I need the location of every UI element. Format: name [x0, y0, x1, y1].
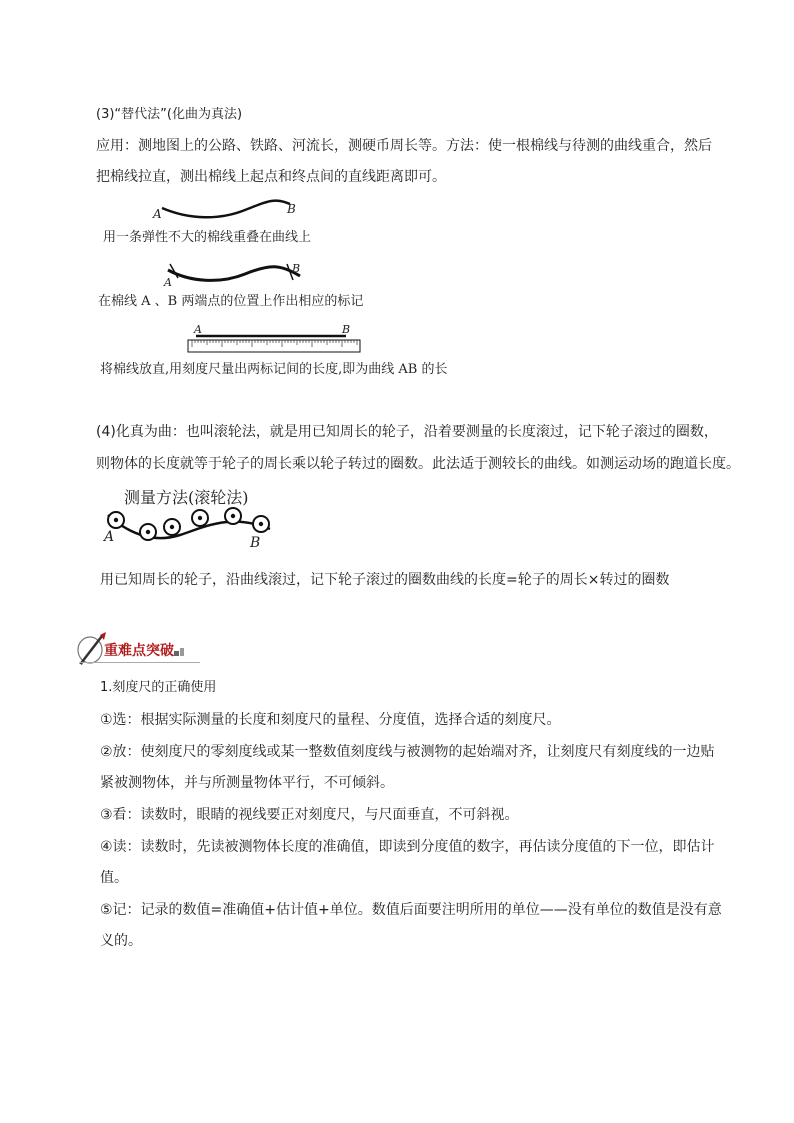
section4-caption: 用已知周长的轮子，沿曲线滚过，记下轮子滚过的圈数曲线的长度=轮子的周长×转过的圈数 [100, 572, 670, 588]
ruler-item-1: ①选：根据实际测量的长度和刻度尺的量程、分度值，选择合适的刻度尺。 [100, 712, 561, 728]
section3-heading: (3)“替代法”(化曲为真法) [96, 107, 243, 122]
wheel-2 [140, 524, 156, 540]
curve-line [162, 201, 290, 218]
wheel-5 [225, 508, 241, 524]
ruler-item-5-line1: ⑤记：记录的数值=准确值+估计值+单位。数值后面要注明所用的单位——没有单位的数值是没有意 [100, 902, 722, 918]
ruler-item-2-line2: 紧被测物体，并与所测量物体平行，不可倾斜。 [100, 775, 394, 791]
fig2-caption: 在棉线 A 、B 两端点的位置上作出相应的标记 [98, 294, 364, 309]
section3-paragraph-line1: 应用：测地图上的公路、铁路、河流长，测硬币周长等。方法：使一根棉线与待测的曲线重合，然后 [96, 138, 712, 154]
ruler-figure [186, 334, 362, 354]
fig2-label-a: A [164, 276, 172, 289]
ruler-section-title: 1.刻度尺的正确使用 [100, 680, 217, 695]
ruler-item-2-line1: ②放：使刻度尺的零刻度线或某一整数值刻度线与被测物的起始端对齐，让刻度尺有刻度线的一边贴 [100, 744, 715, 760]
fig1-label-a: A [153, 207, 162, 221]
curve-figure-1 [150, 198, 310, 228]
fig3-label-b: B [342, 323, 351, 336]
curve-figure-2 [160, 262, 310, 292]
badge-square-decoration-2 [180, 648, 184, 656]
wheel-1 [108, 512, 124, 528]
fig3-caption: 将棉线放直,用刻度尺量出两标记间的长度,即为曲线 AB 的长 [100, 362, 448, 377]
fig2-label-b: B [292, 262, 301, 275]
thread-line [168, 267, 300, 281]
ruler-item-4-line1: ④读：读数时，先读被测物体长度的准确值，即读到分度值的数字，再估读分度值的下一位，即估计 [100, 839, 715, 855]
fig1-caption: 用一条弹性不大的棉线重叠在曲线上 [103, 230, 312, 245]
wheel-4 [192, 510, 208, 526]
fig1-label-b: B [287, 202, 296, 216]
badge-title: 重难点突破 [104, 643, 174, 659]
wheel-curve [108, 515, 270, 538]
ruler-item-3: ③看：读数时，眼睛的视线要正对刻度尺，与尺面垂直，不可斜视。 [100, 807, 519, 823]
section4-paragraph-line1: (4)化真为曲：也叫滚轮法，就是用已知周长的轮子，沿着要测量的长度滚过，记下轮子滚过的圈数， [96, 424, 718, 440]
wheel-3 [164, 519, 180, 535]
wheel-label-b: B [250, 535, 261, 551]
wheel-label-a: A [104, 529, 115, 545]
wheel-6 [253, 516, 269, 532]
section4-paragraph-line2: 则物体的长度就等于轮子的周长乘以轮子转过的圈数。此法适于测较长的曲线。如测运动场的跑道长度。 [96, 456, 740, 472]
badge-square-decoration [174, 651, 179, 656]
ruler-item-5-line2: 义的。 [100, 933, 142, 949]
wheel-figure-title: 测量方法(滚轮法) [124, 488, 249, 507]
ruler-item-4-line2: 值。 [100, 870, 128, 886]
ruler-body [188, 340, 360, 352]
badge-underline [80, 662, 200, 663]
section3-paragraph-line2: 把棉线拉直，测出棉线上起点和终点间的直线距离即可。 [96, 169, 446, 185]
fig3-label-a: A [194, 323, 202, 336]
